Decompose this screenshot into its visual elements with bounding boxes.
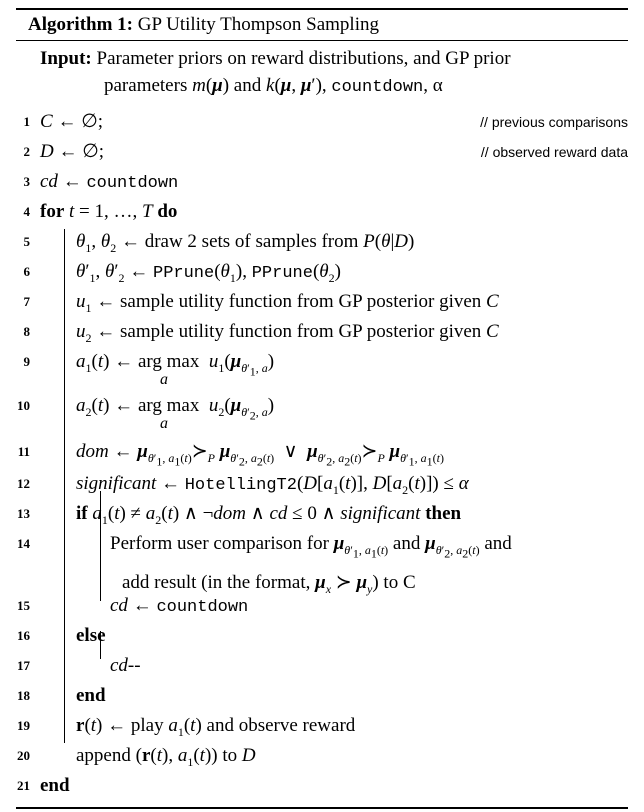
line-8: 8 $u_2$ ← sample utility function from GP posterior given C bbox=[16, 317, 628, 347]
algorithm-lines bbox=[16, 107, 628, 801]
line-number: 3 bbox=[23, 174, 30, 189]
keyword-then: then bbox=[425, 503, 462, 524]
input-text-2a: parameters m(μ) and k(μ, μ′), bbox=[104, 75, 327, 96]
line-4: 4 for t = 1, …, T do bbox=[16, 197, 628, 227]
line-16 bbox=[16, 621, 628, 651]
algorithm-box bbox=[16, 8, 628, 809]
line-number: 16 bbox=[17, 628, 30, 643]
keyword-if: if bbox=[76, 503, 88, 524]
algorithm-name: GP Utility Thompson Sampling bbox=[137, 14, 379, 35]
line-number: 10 bbox=[17, 398, 30, 413]
countdown: countdown bbox=[156, 598, 249, 617]
line-7: 7 $u_1$ ← sample utility function from GP posterior given C bbox=[16, 287, 628, 317]
line-number: 14 bbox=[17, 536, 30, 551]
line-14: 14 Perform user comparison for $\mu_{\theta'_1, a_1(t)}$ and $\mu_{\theta'_2, a_2(t)}$ and add result (in the format, $\mu_x$ ≻ $\mu_y$) to C bbox=[16, 529, 628, 591]
hotelling: HotellingT2 bbox=[184, 476, 297, 495]
line-number: 1 bbox=[23, 114, 30, 129]
comment: // previous comparisons bbox=[480, 114, 628, 130]
line-12: 12 significant ← $HotellingT2(D[a_1(t)]$, $D[a_2(t)]) \le \alpha$ bbox=[16, 469, 628, 499]
pprune: PPrune bbox=[153, 264, 215, 283]
line-13: 13 if $a_1(t) \ne a_2(t)$ ∧ ¬dom ∧ cd ≤ 0 ∧ significant then bbox=[16, 499, 628, 529]
line-15: 15 cd ← countdown bbox=[16, 591, 628, 621]
line-17 bbox=[16, 651, 628, 681]
line-number: 20 bbox=[17, 748, 30, 763]
line-number: 4 bbox=[23, 204, 30, 219]
line-2: 2 D ← ∅; // observed reward data bbox=[16, 137, 628, 167]
input-label: Input: bbox=[40, 48, 92, 69]
line-number: 11 bbox=[17, 444, 30, 459]
line-5: 5 $\theta_1$, $\theta_2$ ← draw 2 sets of samples from P(θ|D) bbox=[16, 227, 628, 257]
line-19: 19 r(t) ← play $a_1(t)$ and observe reward bbox=[16, 711, 628, 741]
line-18 bbox=[16, 681, 628, 711]
input-block bbox=[16, 41, 628, 107]
line-6: 6 $\theta'_1$, $\theta'_2$ ← $PPrune(\theta_1)$, $PPrune(\theta_2)$ bbox=[16, 257, 628, 287]
line-1: 1 C ← ∅; // previous comparisons bbox=[16, 107, 628, 137]
line-number: 12 bbox=[17, 476, 30, 491]
pprune: PPrune bbox=[251, 264, 313, 283]
input-countdown: countdown bbox=[331, 78, 424, 97]
line-3: 3 cd ← countdown bbox=[16, 167, 628, 197]
countdown: countdown bbox=[86, 174, 179, 193]
line-10: 10 $a_2(t)$ ← arg max a $u_2(\mu_{\theta'_2, a})$ bbox=[16, 391, 628, 435]
algorithm-title bbox=[16, 10, 628, 40]
line-number: 18 bbox=[17, 688, 30, 703]
line-number: 7 bbox=[23, 294, 30, 309]
bottom-rule bbox=[16, 807, 628, 809]
line-number: 8 bbox=[23, 324, 30, 339]
comment: // observed reward data bbox=[480, 144, 628, 160]
keyword-else: else bbox=[76, 625, 106, 646]
keyword-do: do bbox=[157, 201, 178, 222]
line-21 bbox=[16, 771, 628, 801]
cd-decrement: cd-- bbox=[110, 655, 141, 676]
keyword-end: end bbox=[76, 685, 106, 706]
line-number: 19 bbox=[17, 718, 30, 733]
line-20: 20 append (r(t), $a_1(t)$) to D bbox=[16, 741, 628, 771]
line-number: 9 bbox=[23, 354, 30, 369]
line-number: 15 bbox=[17, 598, 30, 613]
keyword-for: for bbox=[40, 201, 65, 222]
line-11: 11 dom ← $\mu_{\theta'_1, a_1(t)}≻_P$ $\mu_{\theta'_2, a_2(t)}$ ∨ $\mu_{\theta'_2, a_2(t)}≻_P$ $\mu_{\theta'_1, a_1(t)}$ bbox=[16, 435, 628, 469]
input-text-1: Parameter priors on reward distributions, and GP prior bbox=[96, 48, 511, 69]
input-text-2c: , α bbox=[423, 75, 443, 96]
line-number: 5 bbox=[23, 234, 30, 249]
algorithm-label: Algorithm 1: bbox=[28, 14, 134, 35]
line-9: 9 $a_1(t)$ ← arg max a $u_1(\mu_{\theta'_1, a})$ bbox=[16, 347, 628, 391]
line-number: 17 bbox=[17, 658, 30, 673]
line-number: 13 bbox=[17, 506, 30, 521]
line-number: 21 bbox=[17, 778, 30, 793]
line-number: 6 bbox=[23, 264, 30, 279]
line-number: 2 bbox=[23, 144, 30, 159]
keyword-end: end bbox=[40, 775, 70, 796]
